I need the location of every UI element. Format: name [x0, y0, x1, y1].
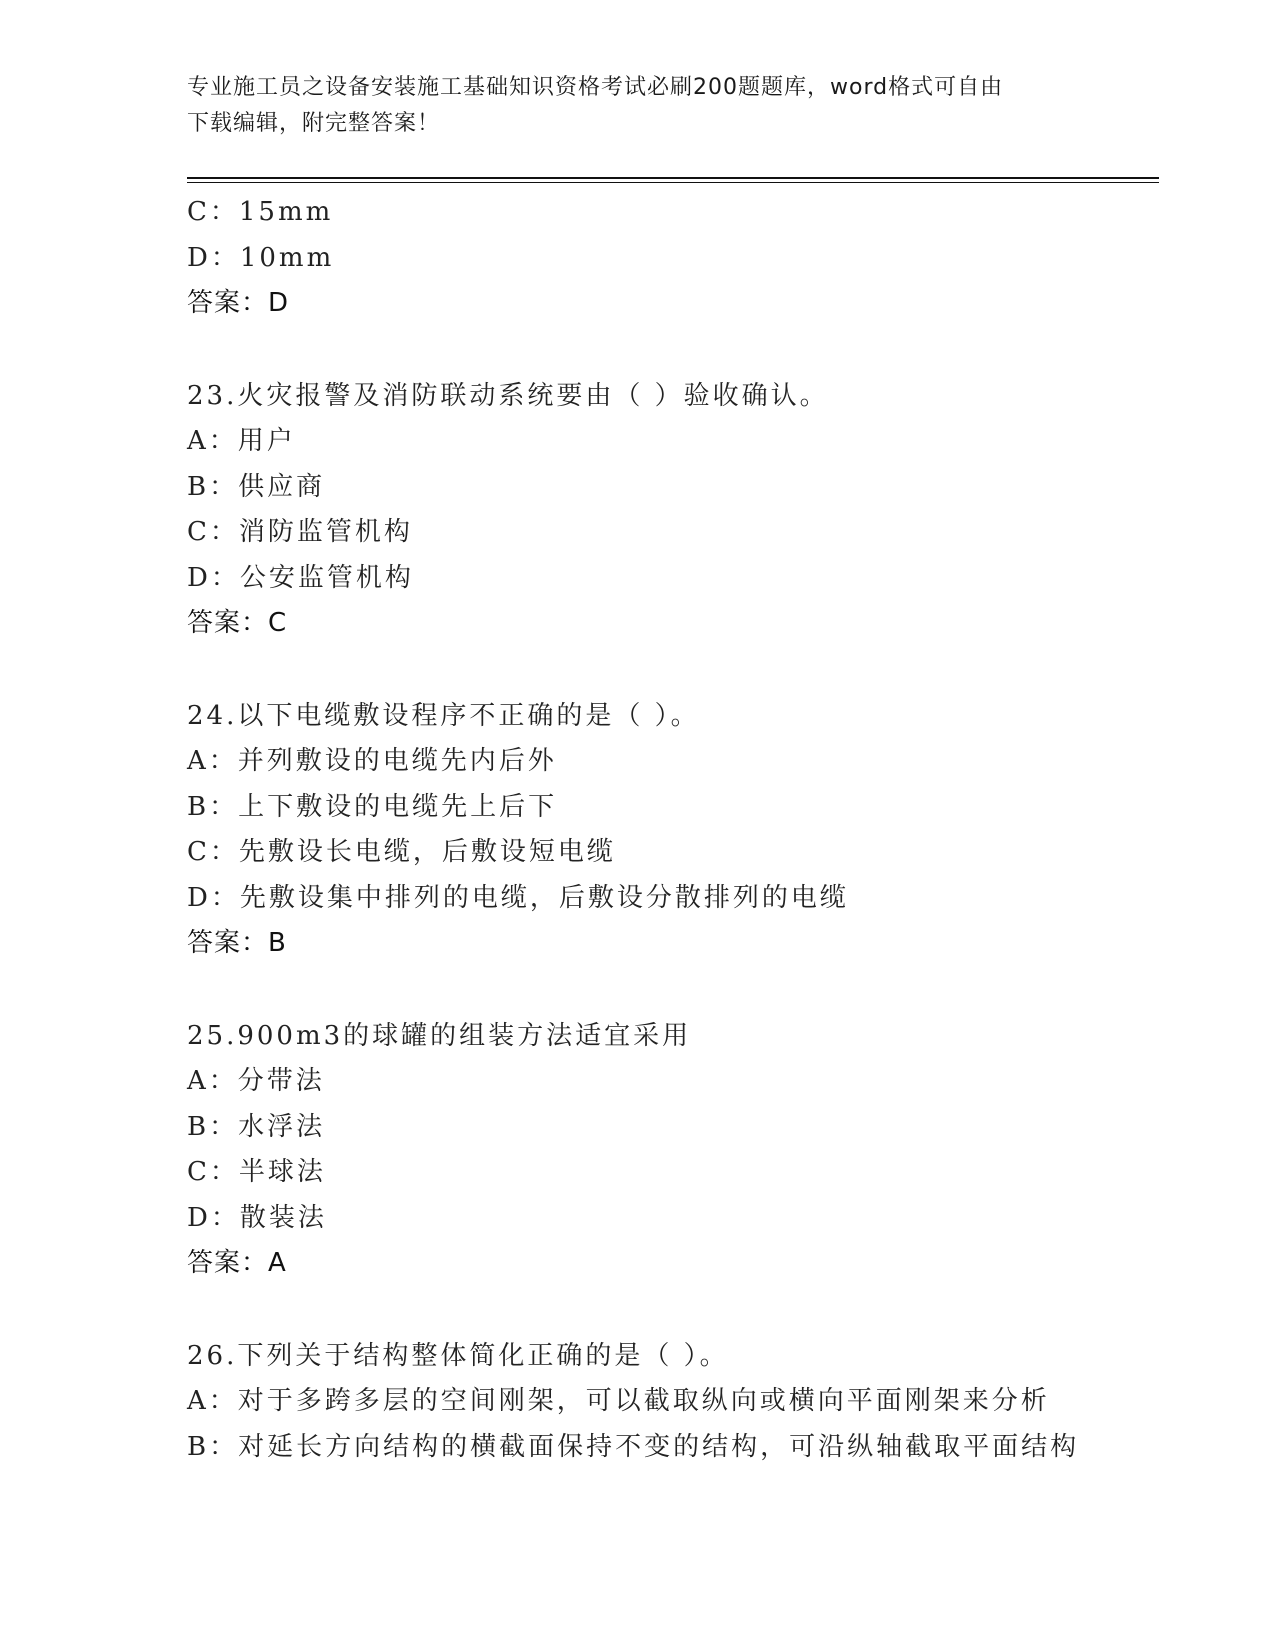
option-a: A：对于多跨多层的空间刚架，可以截取纵向或横向平面刚架来分析	[187, 1386, 1050, 1416]
option-c: C：15mm	[187, 197, 334, 227]
spacer	[187, 1287, 1167, 1334]
header-divider-thin	[187, 182, 1159, 183]
option-d: D：先敷设集中排列的电缆，后敷设分散排列的电缆	[187, 882, 849, 913]
option-a: A：用户	[187, 426, 296, 456]
answer-line: 答案：B	[187, 928, 287, 958]
option-b: B：水浮法	[187, 1111, 326, 1142]
question-24	[187, 694, 1167, 967]
document-header	[187, 70, 1087, 142]
answer-line: 答案：D	[187, 288, 290, 318]
question-stem: 23.火灾报警及消防联动系统要由（ ）验收确认。	[187, 380, 829, 411]
spacer	[187, 967, 1167, 1014]
option-d: D：10mm	[187, 242, 335, 273]
question-list	[187, 190, 1167, 1470]
question-stem: 24.以下电缆敷设程序不正确的是（ ）。	[187, 700, 700, 731]
option-d: D：散装法	[187, 1202, 327, 1233]
question-stem: 25.900m3的球罐的组装方法适宜采用	[187, 1020, 692, 1051]
option-c: C：半球法	[187, 1157, 326, 1187]
header-title-line-1: 专业施工员之设备安装施工基础知识资格考试必刷200题题库，word格式可自由	[187, 75, 1004, 100]
header-title-line-2: 下载编辑，附完整答案！	[187, 111, 441, 136]
question-26	[187, 1334, 1167, 1471]
question-23	[187, 374, 1167, 647]
option-b: B：供应商	[187, 471, 326, 502]
option-c: C：消防监管机构	[187, 517, 413, 547]
option-b: B：上下敷设的电缆先上后下	[187, 791, 558, 822]
question-stem: 26.下列关于结构整体简化正确的是（ ）。	[187, 1340, 729, 1371]
spacer	[187, 647, 1167, 694]
option-b: B：对延长方向结构的横截面保持不变的结构，可沿纵轴截取平面结构	[187, 1431, 1080, 1462]
question-25	[187, 1014, 1167, 1287]
spacer	[187, 327, 1167, 374]
answer-line: 答案：C	[187, 608, 288, 638]
option-a: A：分带法	[187, 1066, 325, 1096]
option-d: D：公安监管机构	[187, 562, 414, 593]
question-22-tail	[187, 190, 1167, 327]
answer-line: 答案：A	[187, 1248, 287, 1278]
option-c: C：先敷设长电缆，后敷设短电缆	[187, 837, 616, 867]
header-divider-thick	[187, 177, 1159, 179]
option-a: A：并列敷设的电缆先内后外	[187, 746, 557, 776]
